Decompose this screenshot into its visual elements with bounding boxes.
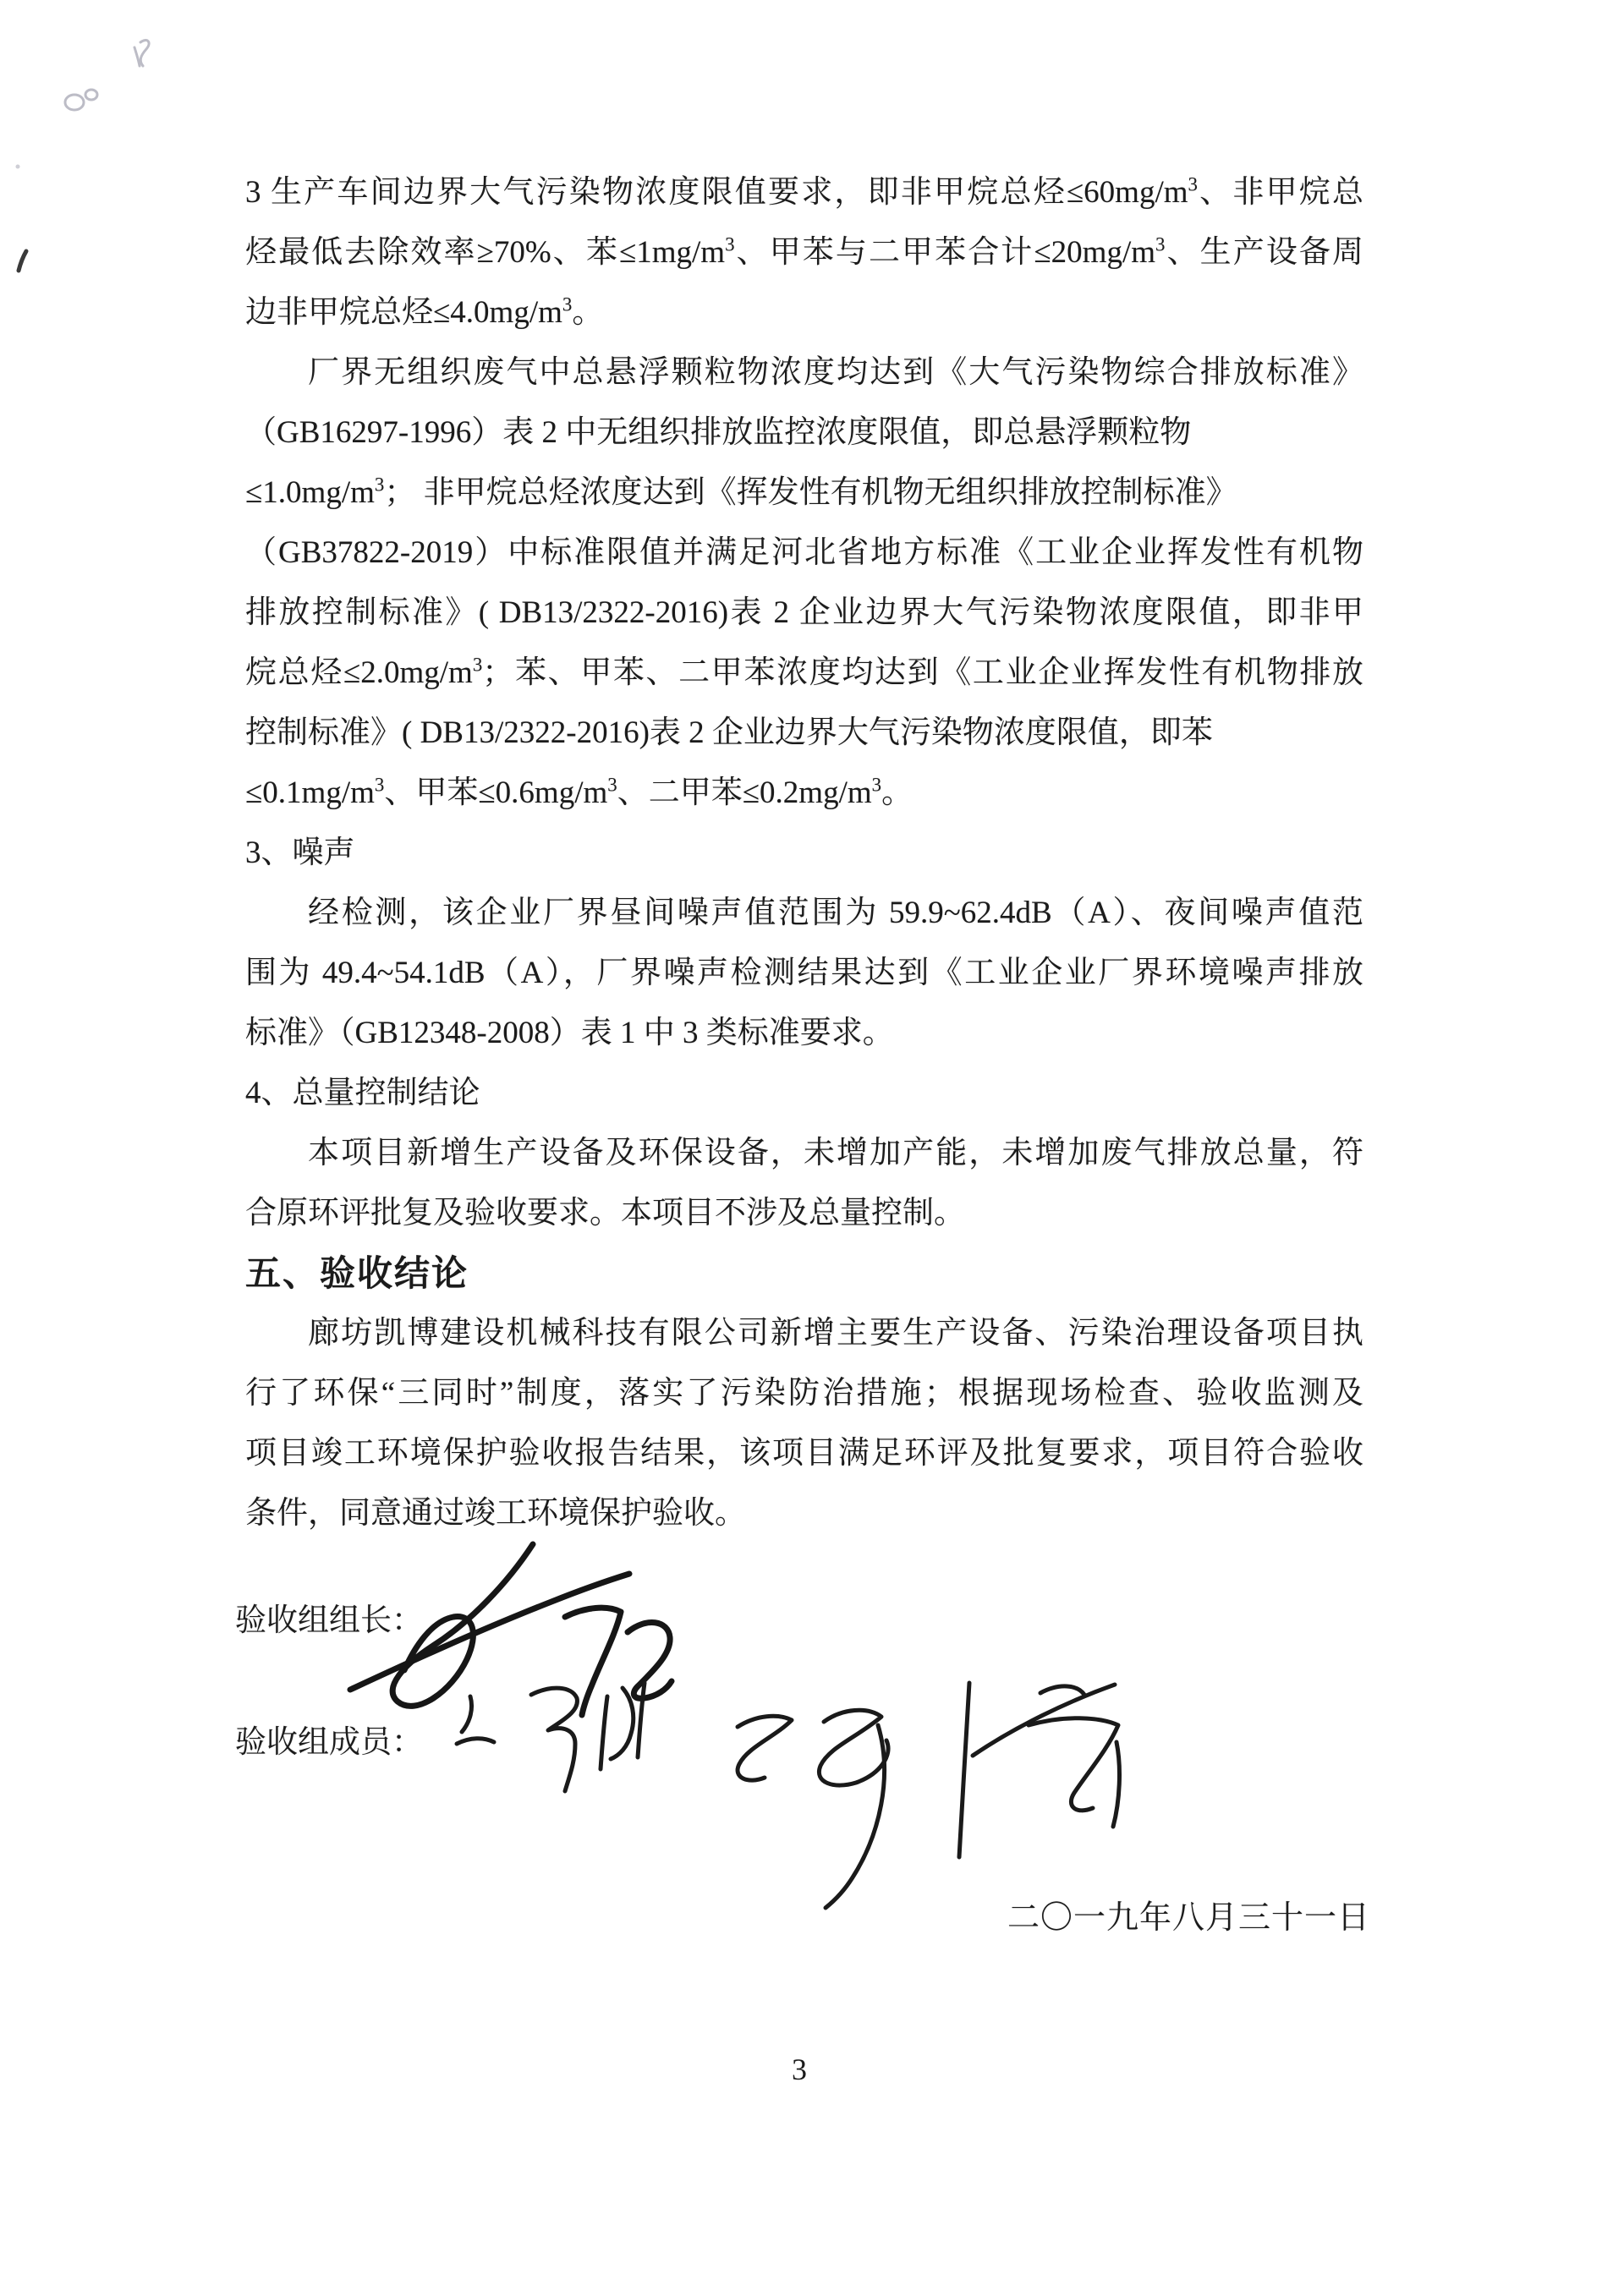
text-line: 围为 49.4~54.1dB（A），厂界噪声检测结果达到《工业企业厂界环境噪声排放: [245, 956, 1363, 990]
text-line: 排放控制标准》( DB13/2322-2016)表 2 企业边界大气污染物浓度限值，即非甲: [245, 595, 1363, 630]
text-line: 本项目新增生产设备及环保设备，未增加产能，未增加废气排放总量，符: [308, 1136, 1363, 1170]
leader-signature-label: 验收组组长：: [235, 1603, 423, 1638]
signoff-date: 二〇一九年八月三十一日: [1007, 1900, 1371, 1936]
text-line: 烃最低去除效率≥70%、苯$\le 1mg/m^3$、甲苯与二甲苯合计$\le 20mg/m^3$、生产设备周: [245, 233, 1363, 270]
scan-smudge-icon: [65, 41, 149, 110]
text-line: （GB16297-1996）表 2 中无组织排放监控浓度限值，即总悬浮颗粒物: [245, 415, 1192, 450]
members-signature-label: 验收组成员：: [235, 1725, 423, 1760]
text-line: 廊坊凯博建设机械科技有限公司新增主要生产设备、污染治理设备项目执: [308, 1316, 1363, 1351]
total-control-section-title: 4、总量控制结论: [245, 1076, 480, 1110]
document-body: [245, 162, 1363, 1543]
text-line: $\le 1.0mg/m^3$； 非甲烷总烃浓度达到《挥发性有机物无组织排放控制标准》: [245, 474, 1237, 510]
signature-member-3: [959, 1683, 1119, 1857]
text-line: 厂界无组织废气中总悬浮颗粒物浓度均达到《大气污染物综合排放标准》: [308, 355, 1363, 390]
text-line: 3 生产车间边界大气污染物浓度限值要求，即非甲烷总烃$\le 60mg/m^3$、非甲烷总: [245, 173, 1363, 210]
page-number: 3: [792, 2052, 807, 2086]
text-line: 经检测，该企业厂界昼间噪声值范围为 59.9~62.4dB（A）、夜间噪声值范: [308, 896, 1363, 930]
text-line: （GB37822-2019）中标准限值并满足河北省地方标准《工业企业挥发性有机物: [245, 535, 1363, 570]
scan-speck-icon: [16, 165, 27, 271]
signature-member-1: [457, 1683, 645, 1791]
text-line: 标准》（GB12348-2008）表 1 中 3 类标准要求。: [245, 1016, 894, 1050]
section-heading: 五、验收结论: [245, 1253, 469, 1293]
text-line: $\le 0.1mg/m^3$、甲苯$\le 0.6mg/m^3$、二甲苯$\le 0.2mg/m^3$。: [245, 774, 914, 810]
signature-member-2: [738, 1710, 888, 1908]
text-line: 行了环保“三同时”制度，落实了污染防治措施；根据现场检查、验收监测及: [245, 1376, 1363, 1411]
text-line: 控制标准》( DB13/2322-2016)表 2 企业边界大气污染物浓度限值，即苯: [245, 715, 1213, 750]
text-line: 边非甲烷总烃$\le 4.0mg/m^3$。: [245, 293, 604, 330]
text-line: 合原环评批复及验收要求。本项目不涉及总量控制。: [245, 1196, 965, 1230]
text-line: 条件，同意通过竣工环境保护验收。: [245, 1496, 746, 1531]
text-line: 烷总烃$\le 2.0mg/m^3$；苯、甲苯、二甲苯浓度均达到《工业企业挥发性有机物排放: [245, 654, 1363, 690]
noise-section-title: 3、噪声: [245, 836, 355, 870]
text-line: 项目竣工环境保护验收报告结果，该项目满足环评及批复要求，项目符合验收: [245, 1436, 1363, 1471]
